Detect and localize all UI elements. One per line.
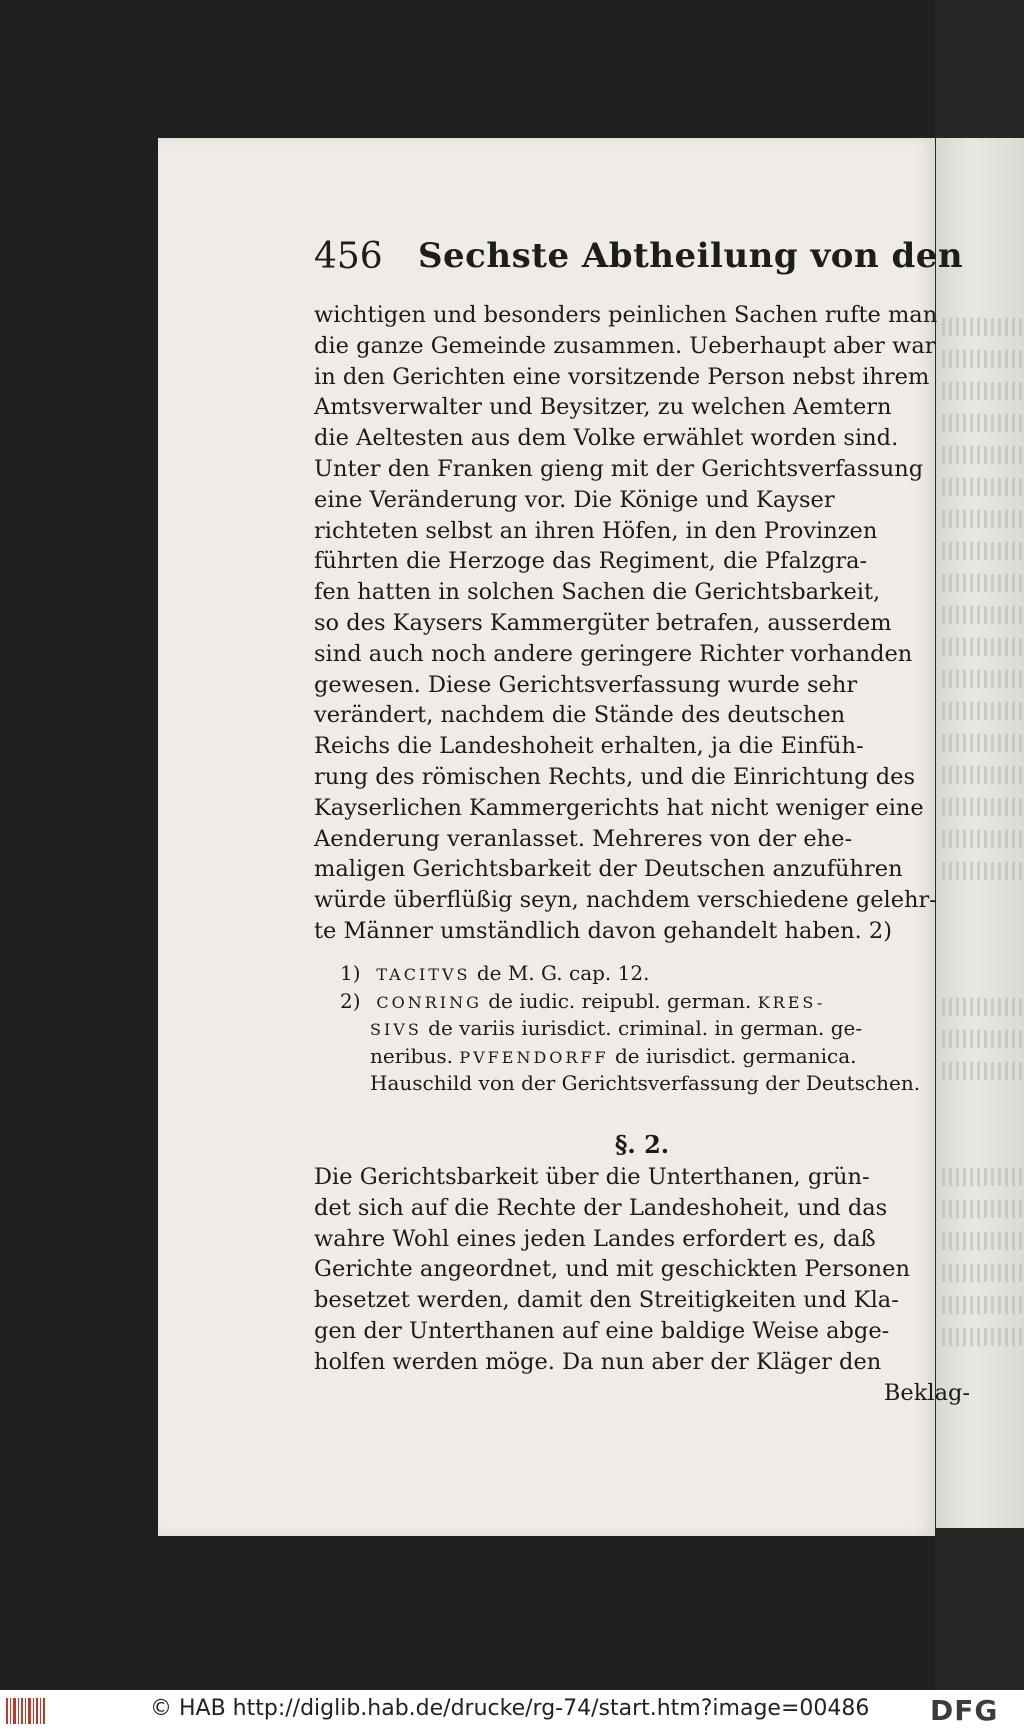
text-line: die Aeltesten aus dem Volke erwählet worden sind. (314, 425, 899, 452)
section-heading: §. 2. (614, 1130, 670, 1159)
text-line: führten die Herzoge das Regiment, die Pfalzgra- (314, 548, 868, 575)
text-line: Kayserlichen Kammergerichts hat nicht weniger eine (314, 794, 924, 821)
barcode-icon (6, 1698, 46, 1724)
text-line: gewesen. Diese Gerichtsverfassung wurde sehr (314, 671, 858, 698)
footnote-2-continued (314, 1070, 970, 1098)
text-line: rung des römischen Rechts, und die Einrichtung des (314, 763, 915, 790)
footnote-1 (314, 960, 970, 988)
text-line: wichtigen und besonders peinlichen Sachen rufte man (314, 302, 938, 328)
citation-text: de variis iurisdict. criminal. in german. ge- (428, 1016, 863, 1040)
running-head: Sechste Abtheilung von den (418, 236, 964, 276)
text-line: Reichs die Landeshoheit erhalten, ja die Einfüh- (314, 733, 864, 760)
text-line: fen hatten in solchen Sachen die Gerichtsbarkeit, (314, 579, 881, 606)
text-line: holfen werden möge. Da nun aber der Kläger den (314, 1348, 882, 1375)
text-line: verändert, nachdem die Stände des deutschen (314, 702, 846, 729)
paragraph-2 (314, 1162, 970, 1408)
text-line: Die Gerichtsbarkeit über die Unterthanen, grün- (314, 1164, 870, 1190)
text-line: te Männer umständlich davon gehandelt haben. 2) (314, 917, 892, 944)
text-line: besetzet werden, damit den Streitigkeiten und Kla- (314, 1287, 899, 1314)
cited-author: CONRING (376, 992, 482, 1012)
book-page (158, 138, 970, 1536)
footnote-number: 1) (340, 961, 361, 985)
citation-text: de M. G. cap. 12. (476, 961, 650, 985)
viewer-footer (0, 1690, 1024, 1730)
cited-author: KRES- (757, 992, 826, 1012)
citation-text: neribus. (370, 1043, 453, 1068)
text-line: richteten selbst an ihren Höfen, in den Provinzen (314, 517, 878, 544)
cited-author: PVFENDORFF (459, 1047, 609, 1067)
text-line: wahre Wohl eines jeden Landes erfordert es, daß (314, 1225, 876, 1252)
text-line: Gerichte angeordnet, und mit geschickten Personen (314, 1256, 910, 1283)
footnotes (314, 960, 970, 1098)
text-line: det sich auf die Rechte der Landeshoheit, und das (314, 1194, 888, 1221)
text-line: in den Gerichten eine vorsitzende Person nebst ihrem (314, 363, 930, 390)
page-header (314, 236, 970, 286)
paragraph-1 (314, 300, 970, 947)
text-line: sind auch noch andere geringere Richter vorhanden (314, 640, 913, 667)
source-link[interactable]: © HAB http://diglib.hab.de/drucke/rg-74/start.htm?image=00486 (150, 1696, 870, 1721)
cited-author: SIVS (370, 1020, 422, 1039)
dfg-logo: DFG (930, 1694, 999, 1727)
footnote-number: 2) (340, 988, 361, 1013)
catchword: Beklag- (883, 1379, 970, 1406)
text-line: eine Veränderung vor. Die Könige und Kayser (314, 486, 835, 513)
footnote-2-continued (314, 1015, 970, 1043)
footnote-2-continued (314, 1043, 970, 1071)
text-line: Aenderung veranlasset. Mehreres von der ehe- (314, 825, 853, 852)
text-line: Unter den Franken gieng mit der Gerichtsverfassung (314, 455, 924, 482)
text-line: würde überflüßig seyn, nachdem verschiedene gelehr- (314, 887, 937, 914)
cited-author: TACITVS (376, 965, 471, 984)
text-line: so des Kaysers Kammergüter betrafen, ausserdem (314, 609, 892, 636)
text-line: die ganze Gemeinde zusammen. Ueberhaupt aber war (314, 332, 936, 359)
citation-text: de iurisdict. germanica. (615, 1043, 857, 1068)
text-line: maligen Gerichtsbarkeit der Deutschen anzuführen (314, 856, 903, 883)
footnote-2 (314, 988, 970, 1016)
page-number: 456 (314, 236, 383, 277)
text-line: gen der Unterthanen auf eine baldige Weise abge- (314, 1317, 890, 1344)
text-line: Amtsverwalter und Beysitzer, zu welchen Aemtern (314, 394, 892, 421)
citation-text: de iudic. reipubl. german. (488, 988, 752, 1013)
citation-text: Hauschild von der Gerichtsverfassung der Deutschen. (370, 1071, 921, 1095)
